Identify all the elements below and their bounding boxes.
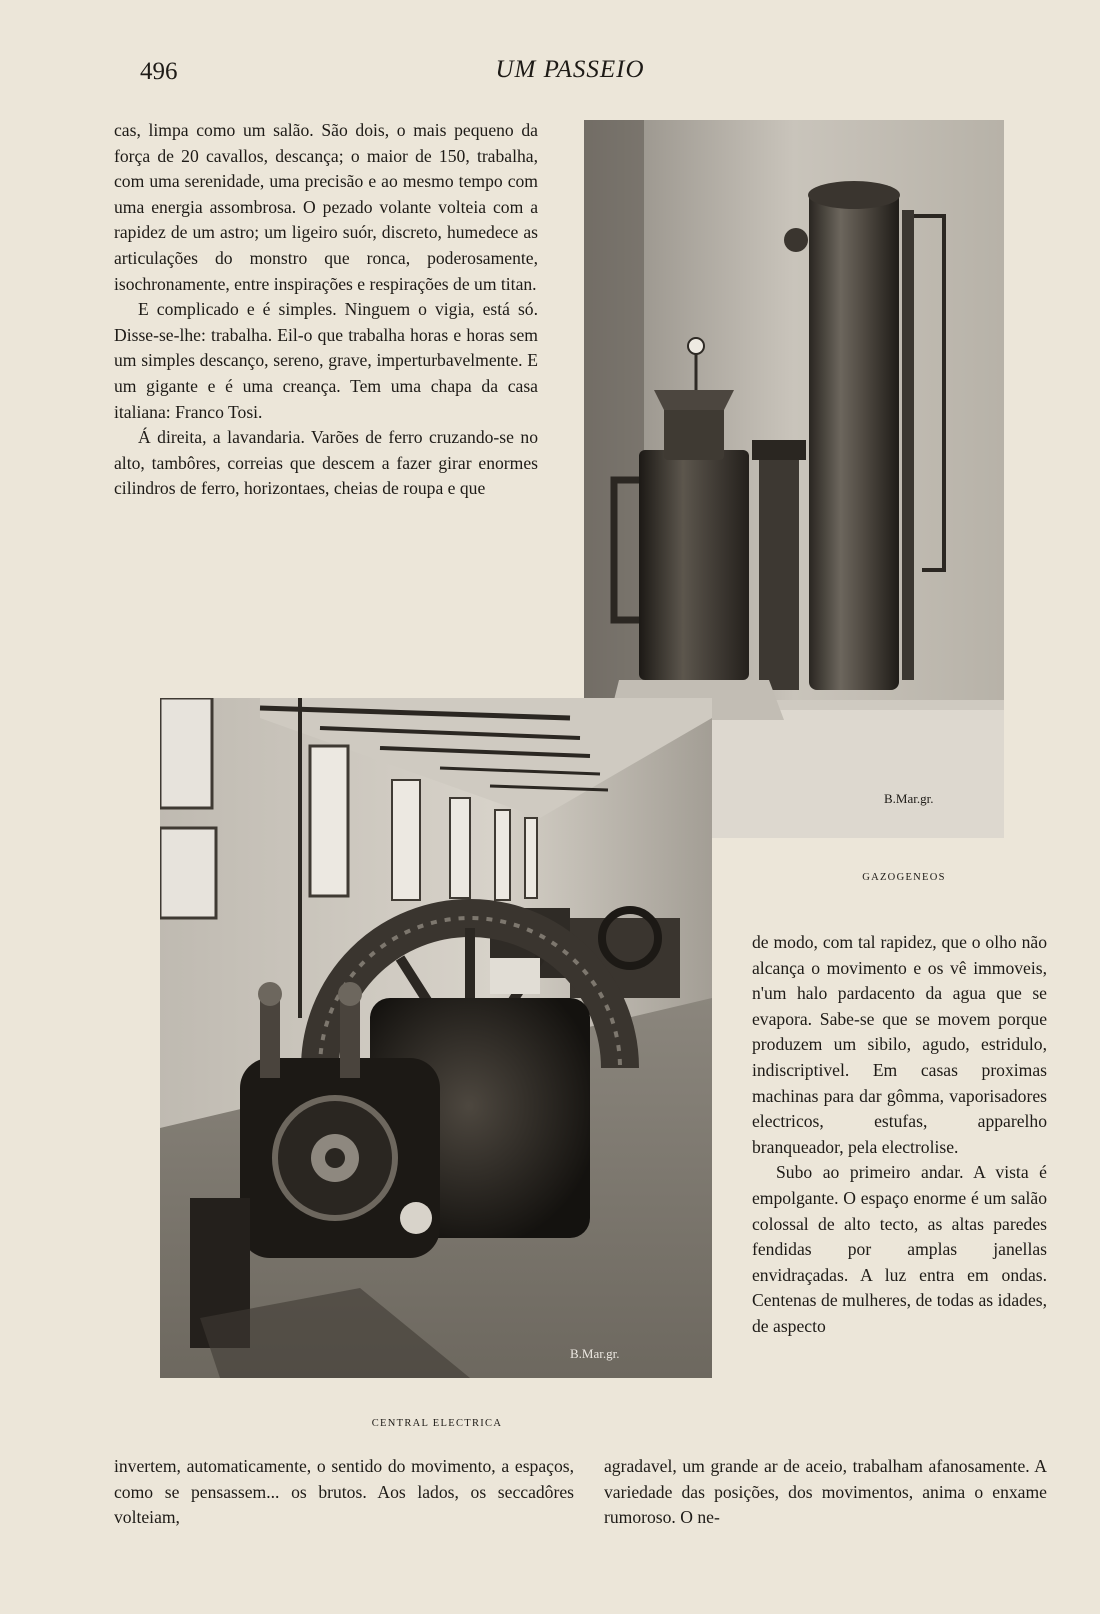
photo-signature: B.Mar.gr.: [570, 1346, 620, 1361]
paragraph: agradavel, um grande ar de aceio, trabalham afanosamente. A variedade das posições, dos movimentos, anima o enxame rumoroso. O ne-: [604, 1456, 1047, 1528]
paragraph: Á direita, a lavandaria. Varões de ferro cruzando-se no alto, tambôres, correias que descem a fazer girar enormes cilindros de ferro, horizontaes, cheias de roupa e que: [114, 427, 538, 499]
figure-caption-central-electrica: CENTRAL ELECTRICA: [371, 1418, 503, 1429]
paragraph: E complicado e é simples. Ninguem o vigia, está só. Disse-se-lhe: trabalha. Eil-o que trabalha horas e horas sem um simples descanço, sereno, grave, imperturbavelmente. E um gigante e é uma creança. Tem uma chapa da casa italiana: Franco Tosi.: [114, 299, 538, 422]
figure-caption-gazogeneos: GAZOGENEOS: [862, 872, 946, 883]
photo-signature: B.Mar.gr.: [884, 791, 934, 806]
bottom-left-text-column: [114, 1454, 574, 1531]
page-number: 496: [140, 58, 178, 85]
right-mid-text-column: [752, 930, 1047, 1340]
paragraph: de modo, com tal rapidez, que o olho não alcança o movimento e os vê immoveis, n'um halo pardacento da agua que se evapora. Sabe-se que se movem porque produzem um sibilo, agudo, estridulo, indiscriptivel. Em casas proximas machinas para dar gômma, vaporisadores electricos, estufas, apparelho branqueador, pela electrolise.: [752, 932, 1047, 1157]
bottom-right-text-column: [604, 1454, 1047, 1531]
paragraph: cas, limpa como um salão. São dois, o mais pequeno da força de 20 cavallos, descança; o maior de 150, trabalha, com uma serenidade, uma precisão e ao mesmo tempo com uma energia assombrosa. O pezado volante volteia com a rapidez de um astro; um ligeiro suór, discreto, humedece as articulações do monstro que ronca, poderosamente, isochronamente, entre inspirações e respirações de um titan.: [114, 120, 538, 294]
paragraph: invertem, automaticamente, o sentido do movimento, a espaços, como se pensassem... os brutos. Aos lados, os seccadôres volteiam,: [114, 1456, 574, 1528]
paragraph: Subo ao primeiro andar. A vista é empolgante. O espaço enorme é um salão colossal de alto tecto, as altas paredes fendidas por amplas janellas envidraçadas. A luz entra em ondas. Centenas de mulheres, de todas as idades, de aspecto: [752, 1162, 1047, 1336]
photo-central-electrica: [160, 698, 712, 1378]
left-top-text-column: [114, 118, 538, 502]
running-head: UM PASSEIO: [495, 56, 645, 83]
